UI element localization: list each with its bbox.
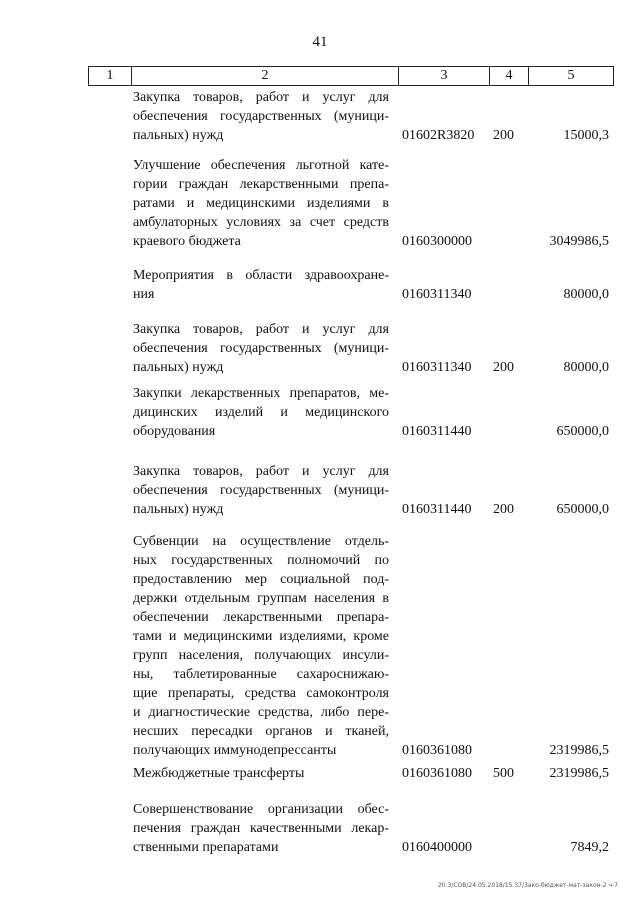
row-name-line: Мероприятия в области здравоохране- — [133, 268, 389, 283]
row-amount: 80000,0 — [563, 360, 609, 375]
row-code: 0160300000 — [402, 234, 472, 249]
row-amount: 15000,3 — [563, 128, 609, 143]
row-name-line: обеспечении лекарственными препара- — [133, 610, 389, 625]
row-name-line: ратами и медицинскими изделиями в — [133, 196, 389, 211]
row-name-line: ственными препаратами — [133, 840, 279, 855]
row-name — [133, 156, 389, 251]
row-name — [133, 764, 389, 783]
row-expense-type: 200 — [493, 502, 514, 517]
row-name-line: обеспечения государственных (муници- — [133, 109, 389, 124]
row-name — [133, 532, 389, 760]
row-amount: 650000,0 — [556, 424, 609, 439]
row-name-line: предоставлению мер социальной под- — [133, 572, 389, 587]
row-amount: 80000,0 — [563, 287, 609, 302]
row-name-line: Межбюджетные трансферты — [133, 766, 305, 781]
row-name-line: Закупки лекарственных препаратов, ме- — [133, 386, 389, 401]
row-name-line: групп населения, получающих инсули- — [133, 648, 389, 663]
row-expense-type: 200 — [493, 128, 514, 143]
row-name-line: Совершенствование организации обес- — [133, 802, 389, 817]
row-name-line: получающих иммунодепрессанты — [133, 743, 337, 758]
row-amount: 7849,2 — [570, 840, 609, 855]
row-name — [133, 88, 389, 145]
row-code: 0160361080 — [402, 743, 472, 758]
row-name-line: печения граждан качественными лекар- — [133, 821, 389, 836]
column-header-3: 3 — [399, 67, 490, 86]
column-header-1: 1 — [89, 67, 132, 86]
row-code: 0160311340 — [402, 360, 472, 375]
row-name — [133, 320, 389, 377]
row-name — [133, 800, 389, 857]
column-header-2: 2 — [132, 67, 399, 86]
row-code: 0160311440 — [402, 424, 472, 439]
row-code: 0160361080 — [402, 766, 472, 781]
row-name-line: обеспечения государственных (муници- — [133, 483, 389, 498]
row-name-line: Улучшение обеспечения льготной кате- — [133, 158, 389, 173]
row-name-line: Закупка товаров, работ и услуг для — [133, 464, 389, 479]
row-name-line: Закупка товаров, работ и услуг для — [133, 90, 389, 105]
column-header-4: 4 — [490, 67, 529, 86]
row-name-line: Субвенции на осуществление отдель- — [133, 534, 389, 549]
row-name-line: гории граждан лекарственными препа- — [133, 177, 389, 192]
row-name-line: держки отдельным группам населения в — [133, 591, 389, 606]
row-name-line: оборудования — [133, 424, 216, 439]
row-name-line: пальных) нужд — [133, 502, 224, 517]
page-number: 41 — [312, 34, 328, 50]
row-code: 0160400000 — [402, 840, 472, 855]
row-name-line: пальных) нужд — [133, 128, 224, 143]
row-name-line: несших пересадки органов и тканей, — [133, 724, 389, 739]
row-code: 01602R3820 — [402, 128, 475, 143]
column-header-5: 5 — [529, 67, 614, 86]
row-name — [133, 462, 389, 519]
row-name — [133, 384, 389, 441]
row-code: 0160311440 — [402, 502, 472, 517]
footer-stamp: 20.3/СОВ/24.05.2018/15.37/Зако-бюджет-мат-закон-2 ч-7 — [437, 882, 618, 889]
row-expense-type: 200 — [493, 360, 514, 375]
column-header-row — [88, 66, 614, 86]
row-expense-type: 500 — [493, 766, 514, 781]
row-amount: 650000,0 — [556, 502, 609, 517]
row-name-line: тами и медицинскими изделиями, кроме — [133, 629, 389, 644]
row-name-line: краевого бюджета — [133, 234, 241, 249]
row-name-line: пальных) нужд — [133, 360, 224, 375]
row-name-line: Закупка товаров, работ и услуг для — [133, 322, 389, 337]
row-name-line: ны, таблетированные сахароснижаю- — [133, 667, 389, 682]
row-name-line: ных государственных полномочий по — [133, 553, 389, 568]
row-name-line: и диагностические средства, либо пере- — [133, 705, 389, 720]
row-name — [133, 266, 389, 304]
row-name-line: обеспечения государственных (муници- — [133, 341, 389, 356]
row-name-line: ния — [133, 287, 155, 302]
row-name-line: дицинских изделий и медицинского — [133, 405, 389, 420]
row-code: 0160311340 — [402, 287, 472, 302]
row-amount: 2319986,5 — [549, 766, 609, 781]
row-name-line: амбулаторных условиях за счет средств — [133, 215, 389, 230]
row-name-line: щие препараты, средства самоконтроля — [133, 686, 389, 701]
row-amount: 3049986,5 — [549, 234, 609, 249]
row-amount: 2319986,5 — [549, 743, 609, 758]
